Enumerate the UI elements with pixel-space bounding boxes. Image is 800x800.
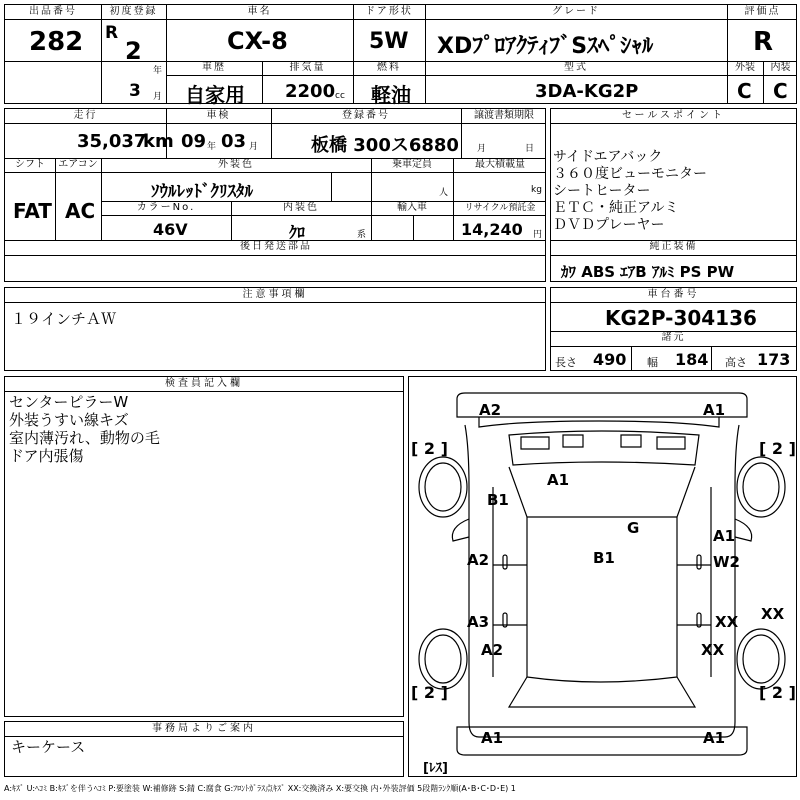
ac: AC — [65, 199, 96, 223]
length-label: 長さ — [555, 356, 577, 369]
car-diagram-box — [408, 376, 797, 777]
damage-rear-left: A1 — [481, 729, 504, 747]
fuel: 軽油 — [371, 83, 411, 107]
sales-point-line: サイドエアバック — [553, 149, 663, 165]
color-no: 46V — [153, 220, 188, 239]
reg-year-unit: 年 — [153, 66, 163, 76]
bracket-bottom-right: [ 2 ] — [759, 683, 796, 702]
damage-roof: B1 — [593, 549, 615, 567]
sales-point-line: ＤＶＤプレーヤー — [553, 217, 665, 233]
damage-left-front-door: A2 — [467, 551, 490, 569]
int-label: 内装 — [770, 62, 791, 73]
recycle-label: リサイクル預託金 — [464, 203, 536, 213]
office-box — [4, 721, 404, 777]
chassis-label: 車台番号 — [551, 288, 796, 303]
chassis-number: KG2P-304136 — [605, 306, 757, 330]
capacity-label: 乗車定員 — [392, 159, 432, 170]
damage-front-right: A1 — [703, 401, 726, 419]
width: 184 — [675, 350, 709, 369]
damage-left-fender: B1 — [487, 491, 509, 509]
damage-glass: G — [627, 519, 640, 537]
insp-month: 03 — [221, 131, 247, 152]
transfer-month: 月 — [477, 144, 487, 154]
recycle-fee: 14,240 — [461, 220, 523, 239]
model: 3DA-KG2P — [535, 81, 639, 102]
history-label: 車歴 — [202, 62, 226, 73]
width-label: 幅 — [647, 356, 658, 369]
office-label: 事務局よりご案内 — [5, 722, 403, 737]
inspector-line: ドア内張傷 — [9, 447, 84, 465]
dims-label: 諸元 — [661, 332, 686, 343]
score: R — [753, 27, 774, 57]
ext-label: 外装 — [735, 62, 755, 73]
reg-year: 2 — [125, 37, 142, 65]
insp-year: 09 — [181, 131, 207, 152]
inspector-line: 室内薄汚れ、動物の毛 — [9, 429, 160, 447]
ac-label: エアコン — [58, 159, 98, 170]
transfer-label: 譲渡書類期限 — [474, 110, 534, 121]
regno-label: 登録番号 — [342, 110, 390, 121]
history: 自家用 — [185, 83, 245, 107]
damage-front-left: A2 — [479, 401, 502, 419]
inspector-line: センターピラーW — [9, 393, 129, 411]
door-label: ドア形状 — [365, 6, 413, 17]
damage-legend: A:ｷｽﾞ U:ﾍｺﾐ B:ｷｽﾞを伴うﾍｺﾐ P:要塗装 W:補修跡 S:錆 C:腐食 G:ﾌﾛﾝﾄｶﾞﾗｽ点ｷｽﾞ XX:交換済み X:要交換 内･外装評価 5段階ﾗﾝｸ順(A･B･C･D･E) 1 — [4, 784, 516, 793]
door-type: 5W — [369, 29, 409, 54]
interior-color-label: 内装色 — [283, 202, 319, 213]
car-outline — [409, 377, 796, 776]
int-score: C — [773, 79, 788, 103]
interior-unit: 系 — [357, 230, 367, 240]
bracket-top-left: [ 2 ] — [411, 439, 448, 458]
recycle-unit: 円 — [533, 230, 543, 240]
header-table — [4, 4, 797, 107]
capacity-unit: 人 — [439, 188, 449, 198]
mileage-label: 走行 — [73, 110, 98, 121]
exterior-color-label: 外装色 — [218, 159, 254, 170]
damage-left-rear-door: A3 — [467, 613, 490, 631]
displacement-label: 排気量 — [289, 62, 326, 73]
car-name-label: 車名 — [247, 6, 272, 17]
notes-text: １９インチＡＷ — [11, 310, 117, 328]
notes-label: 注意事項欄 — [5, 288, 545, 303]
sales-point-line: ＥＴＣ・純正アルミ — [553, 200, 679, 216]
shift-label: シフト — [15, 159, 45, 170]
equipment-items: ｶﾜ ABS ｴｱB ｱﾙﾐ PS PW — [561, 263, 735, 281]
reg-month-unit: 月 — [153, 92, 163, 102]
ext-score: C — [737, 79, 752, 103]
first-reg-label: 初度登録 — [109, 6, 158, 17]
insp-year-unit: 年 — [207, 142, 217, 152]
damage-hood: A1 — [547, 471, 570, 489]
damage-right-front-a: A1 — [713, 527, 736, 545]
damage-right-quarter: XX — [701, 641, 725, 659]
color-no-label: カラーNo. — [136, 202, 196, 213]
damage-left-quarter: A2 — [481, 641, 504, 659]
notes-box — [4, 287, 546, 371]
displacement: 2200 — [285, 81, 336, 102]
later-parts-label: 後日発送部品 — [240, 241, 312, 252]
damage-right-outer: XX — [761, 605, 785, 623]
inspection-label: 車検 — [206, 110, 231, 121]
sales-point-box — [550, 108, 797, 282]
car-name: CX-8 — [227, 27, 288, 55]
damage-right-front-w: W2 — [713, 553, 740, 571]
inspector-label: 検査員記入欄 — [5, 377, 403, 392]
mileage: 35,037 — [77, 131, 147, 152]
fuel-label: 燃料 — [377, 62, 401, 73]
max-load-unit: kg — [531, 185, 542, 195]
chassis-box — [550, 287, 797, 371]
lot-number: 282 — [29, 27, 84, 57]
interior-color: ｸﾛ — [289, 223, 306, 242]
era: R — [105, 23, 119, 43]
bracket-top-right: [ 2 ] — [759, 439, 796, 458]
model-label: 型式 — [564, 62, 588, 73]
shift: FAT — [13, 199, 52, 223]
sales-point-line: シートヒーター — [553, 183, 651, 199]
exterior-color: ｿｳﾙﾚｯﾄﾞｸﾘｽﾀﾙ — [151, 182, 253, 202]
insp-month-unit: 月 — [249, 142, 259, 152]
lot-label: 出品番号 — [29, 6, 77, 17]
sales-point-line: ３６０度ビューモニター — [553, 166, 707, 182]
grade: XDﾌﾟﾛｱｸﾃｨﾌﾞSｽﾍﾟｼｬﾙ — [437, 34, 654, 59]
displacement-unit: cc — [335, 91, 345, 101]
bracket-bottom-left: [ 2 ] — [411, 683, 448, 702]
registration-number: 板橋 300ス6880 — [311, 135, 459, 156]
damage-right-rear-door: XX — [715, 613, 739, 631]
length: 490 — [593, 350, 627, 369]
grade-label: グレード — [552, 6, 600, 17]
office-text: キーケース — [11, 738, 86, 756]
inspector-box — [4, 376, 404, 717]
score-label: 評価点 — [744, 6, 781, 17]
inspector-line: 外装うすい線キズ — [9, 411, 129, 429]
bracket-rear: [ﾚｽ] — [423, 761, 448, 776]
transfer-day: 日 — [525, 144, 535, 154]
vehicle-info-table — [4, 108, 546, 282]
equipment-label: 純正装備 — [649, 241, 698, 252]
height-label: 高さ — [725, 356, 747, 369]
mileage-unit: km — [143, 131, 174, 152]
sales-point-label: セールスポイント — [551, 109, 796, 124]
import-label: 輸入車 — [397, 202, 427, 213]
height: 173 — [757, 350, 791, 369]
max-load-label: 最大積載量 — [475, 159, 525, 170]
reg-month: 3 — [129, 81, 141, 101]
damage-rear-right: A1 — [703, 729, 726, 747]
